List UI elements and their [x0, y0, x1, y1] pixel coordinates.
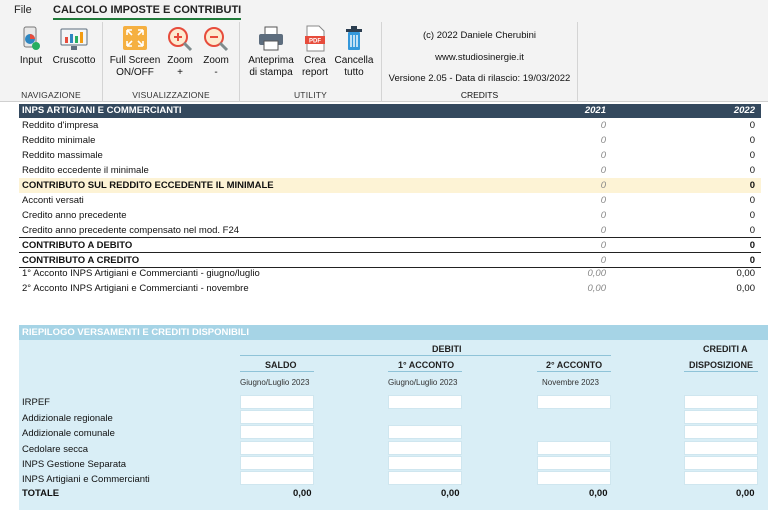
acconto1-underline: [388, 371, 462, 372]
inps-col-2021: 2021: [584, 105, 606, 116]
trash-icon: [339, 25, 369, 53]
zoom-in-label-1: Zoom: [167, 55, 193, 66]
totale-crediti: 0,00: [736, 488, 755, 499]
row-value-2022: 0: [749, 225, 755, 236]
group-navigazione: [0, 22, 103, 102]
inps-row-primo-acconto: [19, 266, 761, 281]
fullscreen-label-2: ON/OFF: [116, 67, 154, 78]
fullscreen-button[interactable]: [109, 25, 161, 79]
totale-label: TOTALE: [22, 488, 60, 499]
credits-site[interactable]: www.studiosinergie.it: [435, 52, 524, 63]
acconto2-underline: [537, 371, 611, 372]
row-value-2022: 0: [749, 180, 755, 191]
input-button[interactable]: [14, 25, 48, 67]
zoom-in-icon: [165, 25, 195, 53]
row-value-2022: 0: [749, 120, 755, 131]
zoom-out-icon: [201, 25, 231, 53]
zoom-out-button[interactable]: [199, 25, 233, 79]
acconto1-gestione-separata-cell[interactable]: [388, 456, 462, 470]
riepilogo-row-label: INPS Artigiani e Commercianti: [22, 474, 150, 485]
acconto2-gestione-separata-cell[interactable]: [537, 456, 611, 470]
row-label: Credito anno precedente compensato nel mod. F24: [22, 225, 240, 236]
cruscotto-button[interactable]: [51, 25, 97, 67]
row-value-2022: 0,00: [736, 283, 755, 294]
row-label: 2° Acconto INPS Artigiani e Commercianti - novembre: [22, 283, 249, 294]
saldo-add-comunale-cell[interactable]: [240, 425, 314, 439]
row-value-2021: 0: [600, 120, 606, 131]
acconto1-period: Giugno/Luglio 2023: [388, 378, 458, 387]
acconto2-cedolare-cell[interactable]: [537, 441, 611, 455]
crea-report-label-2: report: [301, 67, 329, 78]
riepilogo-section: [19, 325, 768, 510]
inps-title: INPS ARTIGIANI E COMMERCIANTI: [22, 105, 182, 116]
row-value-2021: 0,00: [587, 283, 606, 294]
row-value-2022: 0: [749, 255, 755, 266]
row-value-2022: 0: [749, 240, 755, 251]
saldo-inps-artigiani-cell[interactable]: [240, 471, 314, 485]
acconto1-irpef-cell[interactable]: [388, 395, 462, 409]
input-label: Input: [19, 55, 43, 66]
row-value-2021: 0: [600, 255, 606, 266]
row-value-2022: 0: [749, 195, 755, 206]
debiti-header: DEBITI: [432, 344, 462, 354]
secondo-acconto-header: 2° ACCONTO: [546, 360, 603, 370]
totale-saldo: 0,00: [293, 488, 312, 499]
crediti-irpef-cell[interactable]: [684, 395, 758, 409]
inps-header: [19, 104, 761, 118]
group-utility: [240, 22, 382, 102]
row-label: Reddito minimale: [22, 135, 96, 146]
riepilogo-header: [19, 325, 768, 340]
fullscreen-label-1: Full Screen: [109, 55, 161, 66]
cancella-label-2: tutto: [344, 67, 364, 78]
acconto2-period: Novembre 2023: [542, 378, 599, 387]
row-value-2022: 0: [749, 210, 755, 221]
row-value-2021: 0: [600, 210, 606, 221]
inps-row-contributo-eccedente: [19, 178, 761, 193]
row-value-2021: 0: [600, 240, 606, 251]
cruscotto-label: Cruscotto: [52, 55, 96, 66]
acconto1-add-comunale-cell[interactable]: [388, 425, 462, 439]
tab-file[interactable]: File: [14, 4, 32, 16]
inps-row-acconti-versati: [19, 193, 761, 208]
row-value-2021: 0: [600, 165, 606, 176]
inps-row-reddito-impresa: [19, 118, 761, 133]
anteprima-label-2: di stampa: [249, 67, 293, 78]
crediti-add-regionale-cell[interactable]: [684, 410, 758, 424]
saldo-header: SALDO: [265, 360, 297, 370]
anteprima-label-1: Anteprima: [248, 55, 294, 66]
row-value-2022: 0: [749, 150, 755, 161]
dashboard-icon: [59, 25, 89, 53]
anteprima-button[interactable]: [244, 25, 298, 79]
row-value-2022: 0,00: [736, 268, 755, 279]
inps-row-reddito-eccedente: [19, 163, 761, 178]
inps-row-secondo-acconto: [19, 281, 761, 296]
utility-group-label: UTILITY: [293, 90, 328, 100]
crediti-cedolare-cell[interactable]: [684, 441, 758, 455]
ribbon: [0, 22, 768, 102]
svg-text:PDF: PDF: [309, 38, 321, 45]
saldo-cedolare-cell[interactable]: [240, 441, 314, 455]
row-value-2022: 0: [749, 165, 755, 176]
fullscreen-icon: [120, 25, 150, 53]
riepilogo-row-label: IRPEF: [22, 397, 50, 408]
row-label: CONTRIBUTO SUL REDDITO ECCEDENTE IL MINIMALE: [22, 180, 274, 191]
group-visualizzazione: [103, 22, 240, 102]
visualizzazione-group-label: VISUALIZZAZIONE: [132, 90, 210, 100]
zoom-in-label-2: +: [177, 67, 183, 78]
crediti-header-1: CREDITI A: [703, 344, 748, 354]
row-value-2021: 0: [600, 180, 606, 191]
inps-row-reddito-massimale: [19, 148, 761, 163]
crediti-underline: [684, 371, 758, 372]
saldo-add-regionale-cell[interactable]: [240, 410, 314, 424]
riepilogo-row-label: Addizionale regionale: [22, 413, 113, 424]
printer-icon: [256, 25, 286, 53]
crediti-add-comunale-cell[interactable]: [684, 425, 758, 439]
credits-copyright: (c) 2022 Daniele Cherubini: [422, 30, 536, 41]
inps-row-credito-compensato: [19, 223, 761, 238]
saldo-underline: [240, 371, 314, 372]
credits-version: Versione 2.05 - Data di rilascio: 19/03/2022: [388, 73, 571, 84]
row-value-2021: 0: [600, 135, 606, 146]
group-credits: [382, 22, 578, 102]
riepilogo-row-label: INPS Gestione Separata: [22, 459, 127, 470]
row-value-2021: 0,00: [587, 268, 606, 279]
credits-group-label: CREDITS: [460, 90, 499, 100]
row-value-2021: 0: [600, 225, 606, 236]
row-value-2021: 0: [600, 195, 606, 206]
row-label: CONTRIBUTO A CREDITO: [22, 255, 140, 266]
zoom-out-label-2: -: [214, 67, 218, 78]
acconto1-inps-artigiani-cell[interactable]: [388, 471, 462, 485]
row-label: 1° Acconto INPS Artigiani e Commercianti - giugno/luglio: [22, 268, 260, 279]
pdf-icon: [300, 25, 330, 53]
riepilogo-title: RIEPILOGO VERSAMENTI E CREDITI DISPONIBILI: [22, 327, 249, 338]
acconto2-inps-artigiani-cell[interactable]: [537, 471, 611, 485]
crediti-header-2: DISPOSIZIONE: [689, 360, 754, 370]
cancella-tutto-button[interactable]: [332, 25, 376, 79]
saldo-irpef-cell[interactable]: [240, 395, 314, 409]
acconto1-cedolare-cell[interactable]: [388, 441, 462, 455]
navigazione-group-label: NAVIGAZIONE: [21, 90, 81, 100]
menu-bar: [0, 0, 768, 22]
riepilogo-row-label: Addizionale comunale: [22, 428, 115, 439]
inps-col-2022: 2022: [733, 105, 755, 116]
row-value-2021: 0: [600, 150, 606, 161]
totale-acconto1: 0,00: [441, 488, 460, 499]
crea-report-label-1: Crea: [304, 55, 326, 66]
debiti-underline: [240, 355, 611, 356]
crediti-inps-artigiani-cell[interactable]: [684, 471, 758, 485]
zoom-in-button[interactable]: [163, 25, 197, 79]
acconto2-irpef-cell[interactable]: [537, 395, 611, 409]
inps-row-contributo-debito: [19, 237, 761, 252]
riepilogo-row-label: Cedolare secca: [22, 444, 89, 455]
row-label: CONTRIBUTO A DEBITO: [22, 240, 133, 251]
saldo-gestione-separata-cell[interactable]: [240, 456, 314, 470]
crediti-gestione-separata-cell[interactable]: [684, 456, 758, 470]
cancella-label-1: Cancella: [334, 55, 374, 66]
zoom-out-label-1: Zoom: [203, 55, 229, 66]
row-label: Reddito eccedente il minimale: [22, 165, 149, 176]
row-label: Reddito d'impresa: [22, 120, 99, 131]
inps-row-credito-anno-precedente: [19, 208, 761, 223]
row-label: Reddito massimale: [22, 150, 103, 161]
saldo-period: Giugno/Luglio 2023: [240, 378, 310, 387]
crea-report-button[interactable]: [298, 25, 332, 79]
row-value-2022: 0: [749, 135, 755, 146]
totale-acconto2: 0,00: [589, 488, 608, 499]
inps-row-reddito-minimale: [19, 133, 761, 148]
tab-calcolo-imposte[interactable]: CALCOLO IMPOSTE E CONTRIBUTI: [53, 4, 241, 20]
input-icon: [16, 25, 46, 53]
primo-acconto-header: 1° ACCONTO: [398, 360, 455, 370]
row-label: Acconti versati: [22, 195, 84, 206]
row-label: Credito anno precedente: [22, 210, 127, 221]
